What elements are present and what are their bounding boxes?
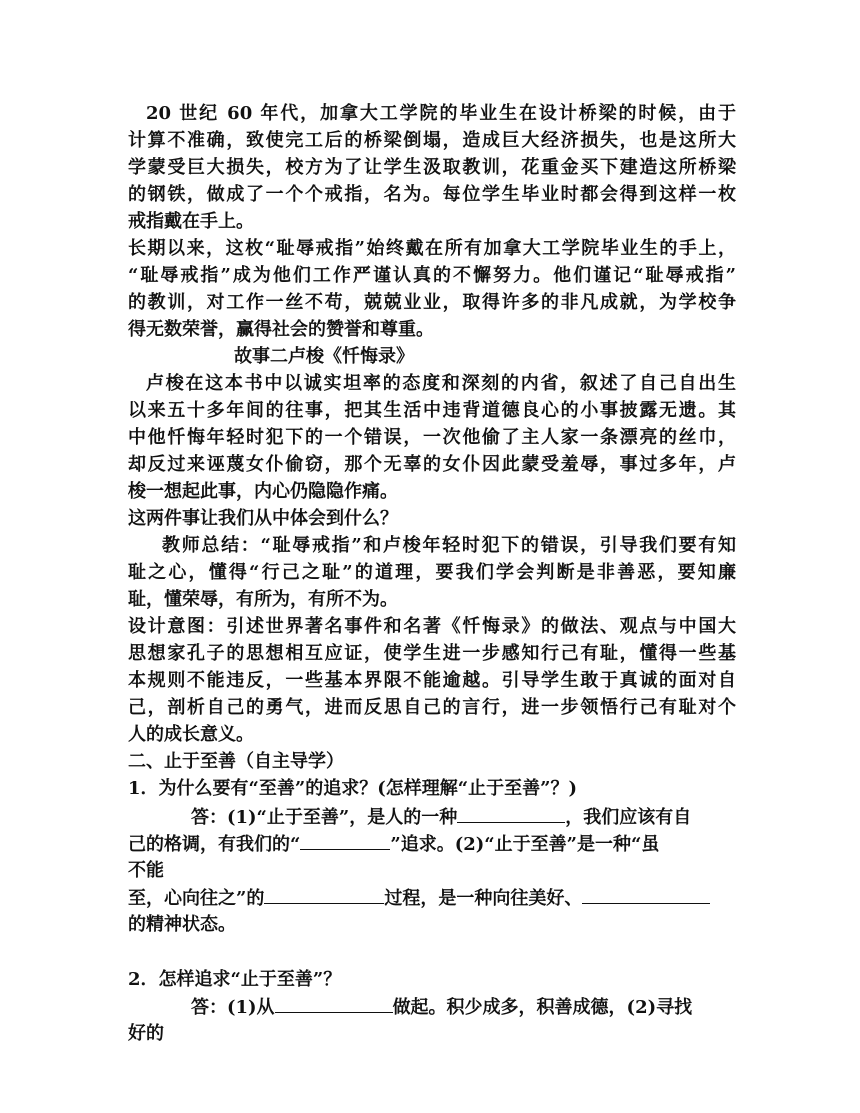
fill-blank-3[interactable] [264,884,384,904]
intent-line-2: 思想家孔子的思想相互应证，使学生进一步感知行己有耻，懂得一些基 [128,643,736,664]
answer2-text-b: 做起。积少成多，积善成德，(2)寻找 [392,997,693,1018]
answer1-text-e: 至，心向往之”的 [128,888,265,909]
answer2-line-1 [191,993,736,1020]
answer1-text-f: 过程，是一种向往美好、 [384,888,583,909]
section2-heading: 二、止于至善（自主导学） [128,751,344,772]
story1-p2-line-4: 得无数荣誉，赢得社会的赞誉和尊重。 [128,319,434,340]
story1-line-3: 学蒙受巨大损失，校方为了让学生汲取教训，花重金买下建造这所桥梁 [128,157,736,178]
story1-line-4: 的钢铁，做成了一个个戒指，名为。每位学生毕业时都会得到这样一枚 [128,184,736,205]
answer2-text-a: 答：(1)从 [191,997,275,1018]
intent-line-4: 己，剖析自己的勇气，进而反思自己的言行，进一步领悟行己有耻对个 [128,697,736,718]
answer1-line-5: 的精神状态。 [128,914,236,935]
question-2: 2．怎样追求“止于至善”？ [128,969,342,990]
answer1-line-4 [128,884,736,911]
fill-blank-1[interactable] [457,803,565,823]
answer1-text-b: ，我们应该有自 [565,807,692,828]
summary-line-3: 耻，懂荣辱，有所为，有所不为。 [128,589,398,610]
story2-line-2: 以来五十多年间的往事，把其生活中违背道德良心的小事披露无遗。其 [128,400,736,421]
story1-p2-line-2: “耻辱戒指”成为他们工作严谨认真的不懈努力。他们谨记“耻辱戒指” [128,265,736,286]
story2-line-4: 却反过来诬蔑女仆偷窃，那个无辜的女仆因此蒙受羞辱，事过多年，卢 [128,454,736,475]
fill-blank-5[interactable] [275,993,393,1013]
reflection-question: 这两件事让我们从中体会到什么？ [128,508,398,529]
story2-title: 故事二卢梭《忏悔录》 [234,346,414,367]
intent-line-3: 本规则不能违反，一些基本界限不能逾越。引导学生敢于真诚的面对自 [128,670,736,691]
intent-line-1: 设计意图：引述世界著名事件和名著《忏悔录》的做法、观点与中国大 [128,616,736,637]
story2-line-3: 中他忏悔年轻时犯下的一个错误，一次他偷了主人家一条漂亮的丝巾， [128,427,736,448]
fill-blank-2[interactable] [300,830,390,850]
answer1-line-3: 不能 [128,860,164,881]
answer1-line-1 [191,803,736,830]
story1-line-5: 戒指戴在手上。 [128,211,254,232]
answer1-line-2 [128,830,736,857]
answer2-line-2: 好的 [128,1023,164,1044]
answer1-text-c: 己的格调，有我们的“ [128,834,301,855]
story1-p2-line-3: 的教训，对工作一丝不苟，兢兢业业，取得许多的非凡成就，为学校争 [128,292,736,313]
summary-line-2: 耻之心，懂得“行己之耻”的道理，要我们学会判断是非善恶，要知廉 [128,562,736,583]
fill-blank-4[interactable] [582,884,710,904]
story2-line-5: 梭一想起此事，内心仍隐隐作痛。 [128,481,398,502]
intent-line-5: 人的成长意义。 [128,724,254,745]
story1-line-1: 20 世纪 60 年代，加拿大工学院的毕业生在设计桥梁的时候，由于 [146,103,736,124]
summary-line-1: 教师总结：“耻辱戒指”和卢梭年轻时犯下的错误，引导我们要有知 [162,535,736,556]
answer1-text-d: ”追求。(2)“止于至善”是一种“虽 [390,834,660,855]
story1-line-2: 计算不准确，致使完工后的桥梁倒塌，造成巨大经济损失，也是这所大 [128,130,736,151]
story1-p2-line-1: 长期以来，这枚“耻辱戒指”始终戴在所有加拿大工学院毕业生的手上， [128,238,736,259]
question-1: 1．为什么要有“至善”的追求？(怎样理解“止于至善”？) [128,778,577,799]
answer1-text-a: 答：(1)“止于至善”，是人的一种 [191,807,458,828]
story2-line-1: 卢梭在这本书中以诚实坦率的态度和深刻的内省，叙述了自己自出生 [146,373,736,394]
